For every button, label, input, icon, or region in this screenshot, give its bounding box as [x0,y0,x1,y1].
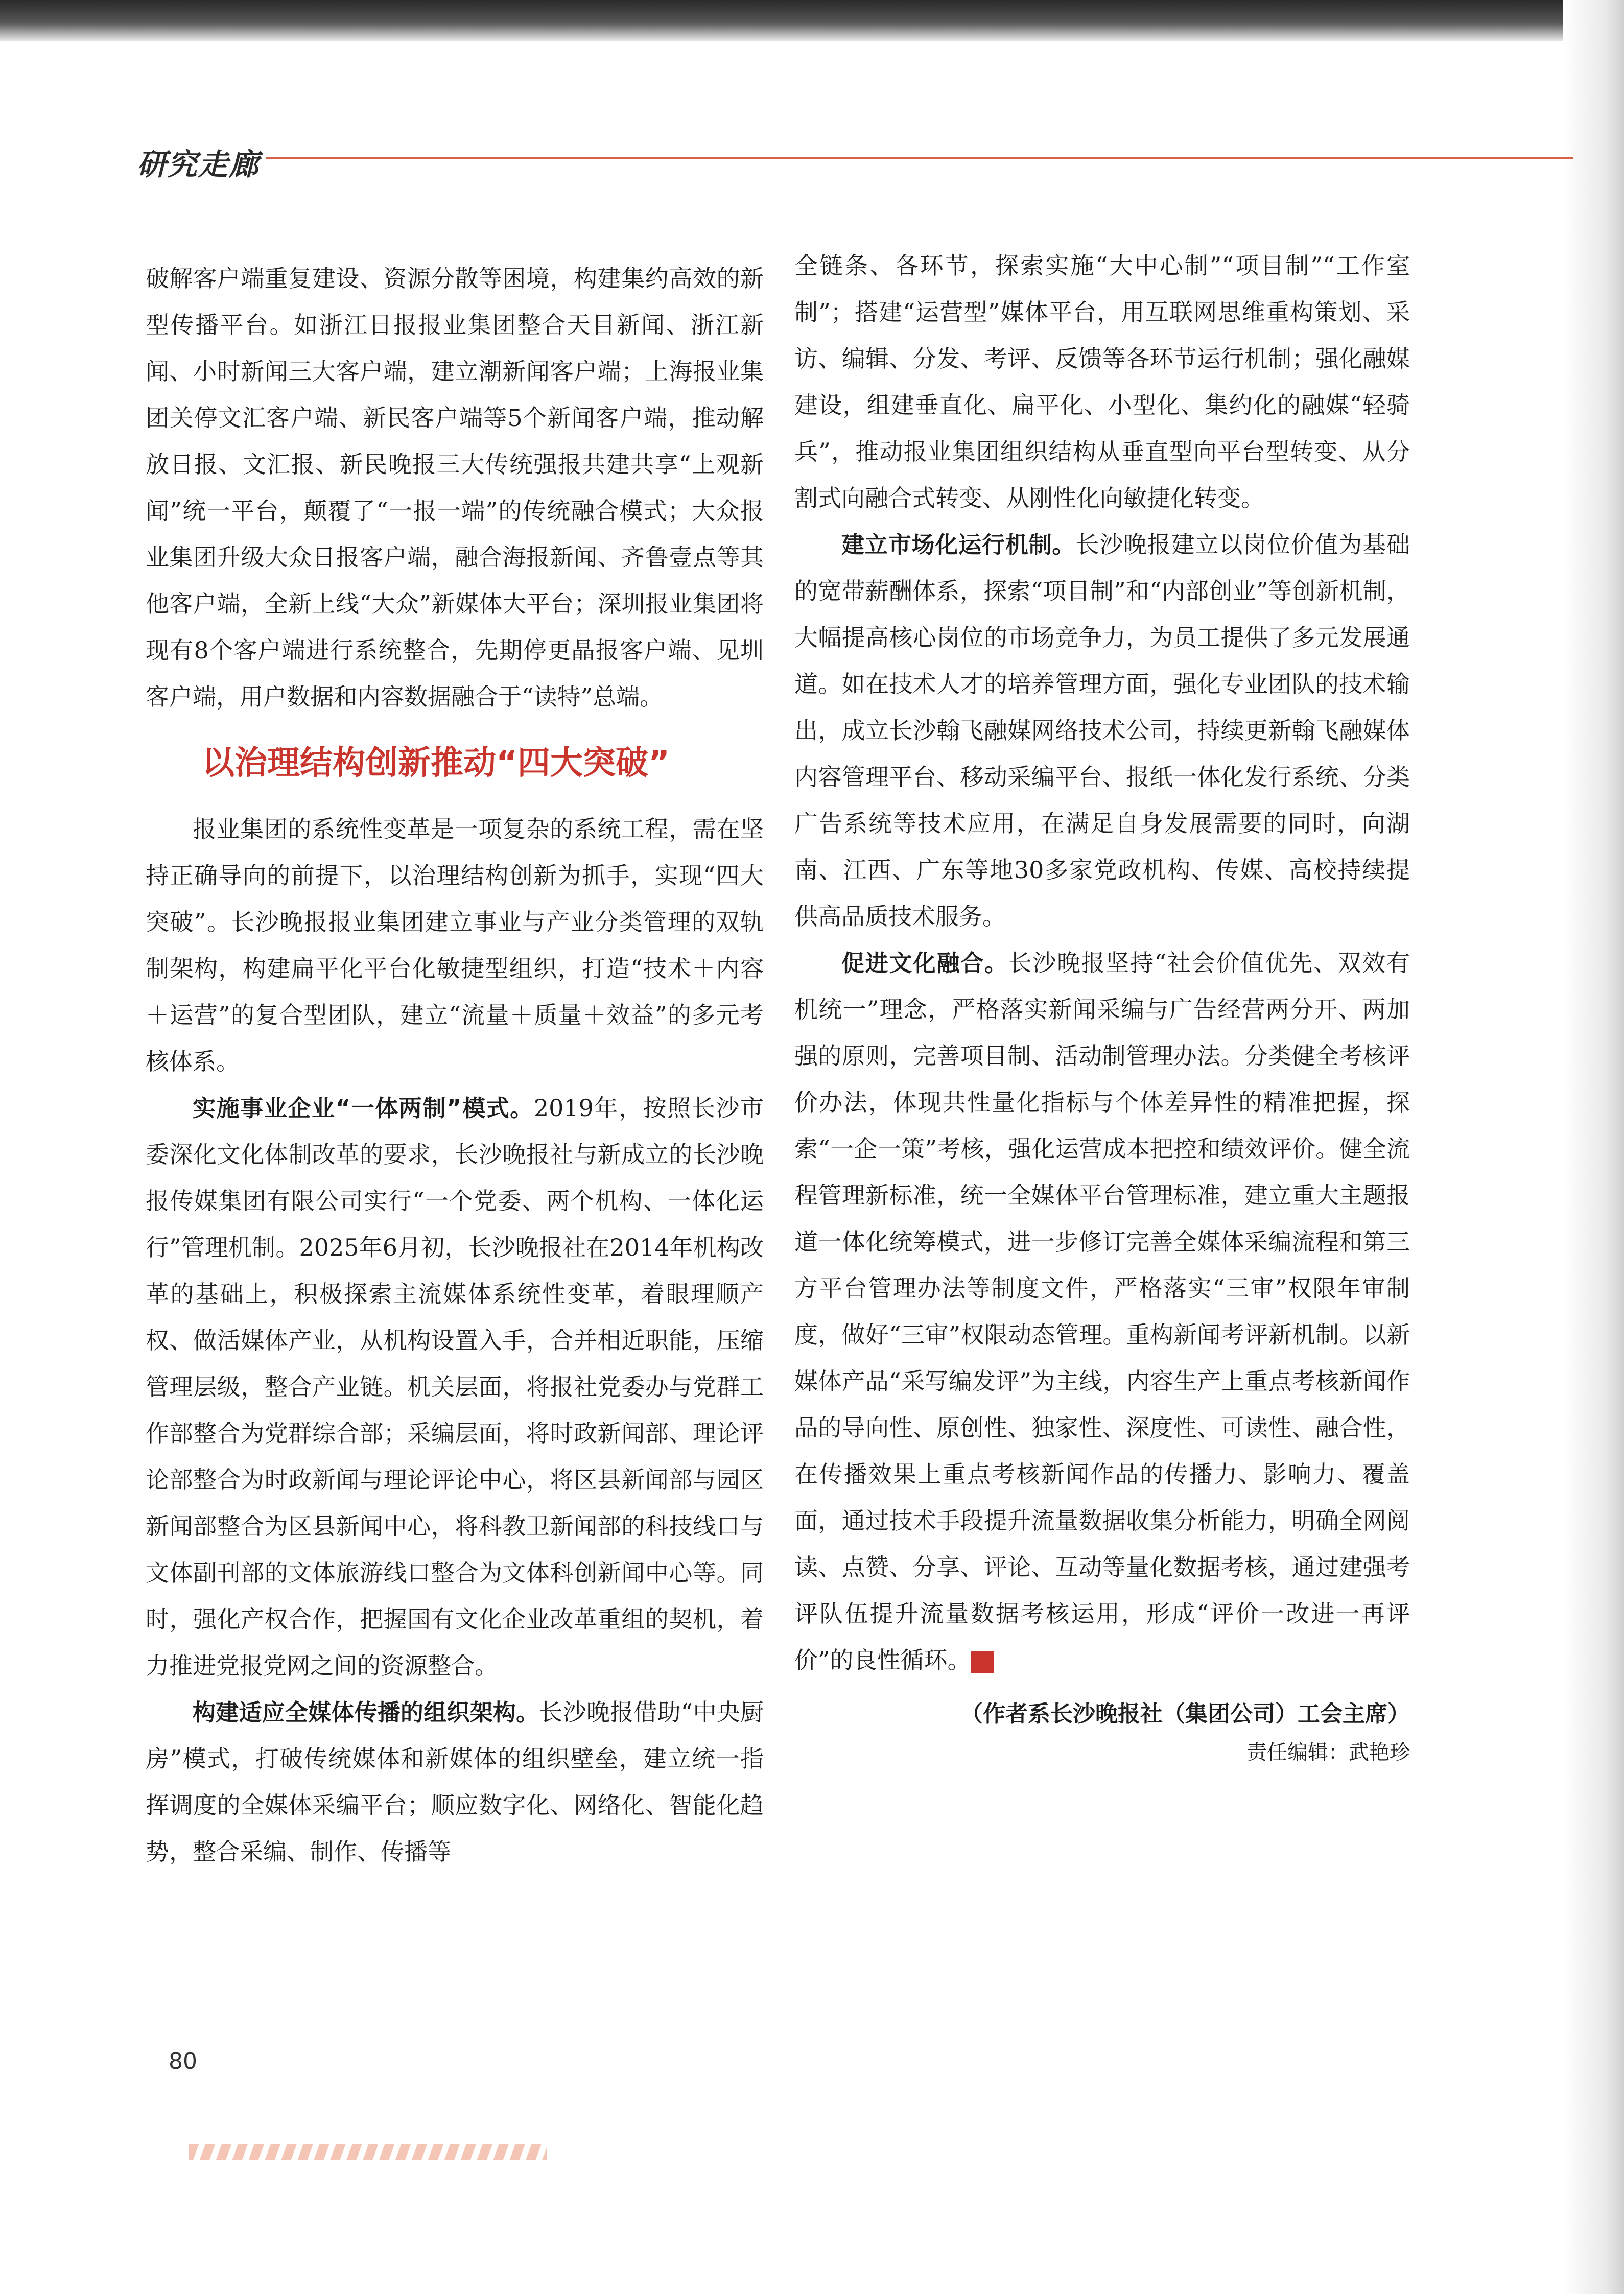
paragraph-body: 长沙晚报建立以岗位价值为基础的宽带薪酬体系，探索“项目制”和“内部创业”等创新机制，大幅提高核心岗位的市场竞争力，为员工提供了多元发展通道。如在技术人才的培养管理方面，强化专业团队的技术输出，成立长沙翰飞融媒网络技术公司，持续更新翰飞融媒体内容管理平台、移动采编平台、报纸一体化发行系统、分类广告系统等技术应用，在满足自身发展需要的同时，向湖南、江西、广东等地30多家党政机构、传媒、高校持续提供高品质技术服务。 [794,531,1410,930]
paragraph [146,1085,764,1689]
paragraph-lead: 构建适应全媒体传播的组织架构。 [193,1699,539,1726]
scan-right-edge [1563,0,1624,2294]
left-column [146,255,764,1875]
paragraph [794,522,1410,940]
paragraph-body: 2019年，按照长沙市委深化文化体制改革的要求，长沙晚报社与新成立的长沙晚报传媒集团有限公司实行“一个党委、两个机构、一体化运行”管理机制。2025年6月初，长沙晚报社在2014年机构改革的基础上，积极探索主流媒体系统性变革，着眼理顺产权、做活媒体产业，从机构设置入手，合并相近职能，压缩管理层级，整合产业链。机关层面，将报社党委办与党群工作部整合为党群综合部；采编层面，将时政新闻部、理论评论部整合为时政新闻与理论评论中心，将区县新闻部与园区新闻部整合为区县新闻中心，将科教卫新闻部的科技线口与文体副刊部的文体旅游线口整合为文体科创新闻中心等。同时，强化产权合作，把握国有文化企业改革重组的契机，着力推进党报党网之间的资源整合。 [146,1094,764,1680]
author-byline: （作者系长沙晚报社（集团公司）工会主席） [960,1701,1410,1727]
paragraph: 报业集团的系统性变革是一项复杂的系统工程，需在坚持正确导向的前提下，以治理结构创新为抓手，实现“四大突破”。长沙晚报报业集团建立事业与产业分类管理的双轨制架构，构建扁平化平台化敏捷型组织，打造“技术＋内容＋运营”的复合型团队，建立“流量＋质量＋效益”的多元考核体系。 [146,815,764,1075]
section-heading: 以治理结构创新推动“四大突破” [202,744,670,782]
section-header: 研究走廊 [137,147,260,182]
magazine-page [0,41,1563,2278]
editor-credit: 责任编辑：武艳珍 [1246,1741,1410,1764]
paragraph-lead: 实施事业企业“一体两制”模式。 [193,1095,534,1122]
paragraph-lead: 促进文化融合。 [841,950,1008,977]
paragraph-body: 长沙晚报借助“中央厨房”模式，打破传统媒体和新媒体的组织壁垒，建立统一指挥调度的全媒体采编平台；顺应数字化、网络化、智能化趋势，整合采编、制作、传播等 [146,1698,764,1865]
end-mark-icon: 圆 [971,1651,994,1673]
paragraph: 破解客户端重复建设、资源分散等困境，构建集约高效的新型传播平台。如浙江日报报业集团整合天目新闻、浙江新闻、小时新闻三大客户端，建立潮新闻客户端；上海报业集团关停文汇客户端、新民客户端等5个新闻客户端，推动解放日报、文汇报、新民晚报三大传统强报共建共享“上观新闻”统一平台，颠覆了“一报一端”的传统融合模式；大众报业集团升级大众日报客户端，融合海报新闻、齐鲁壹点等其他客户端，全新上线“大众”新媒体大平台；深圳报业集团将现有8个客户端进行系统整合，先期停更晶报客户端、见圳客户端，用户数据和内容数据融合于“读特”总端。 [146,265,764,711]
bottom-decoration [189,2144,547,2160]
paragraph [146,1689,764,1875]
paragraph [794,940,1410,1684]
scan-top-edge [0,0,1624,41]
paragraph: 全链条、各环节，探索实施“大中心制”“项目制”“工作室制”；搭建“运营型”媒体平台，用互联网思维重构策划、采访、编辑、分发、考评、反馈等各环节运行机制；强化融媒建设，组建垂直化、扁平化、小型化、集约化的融媒“轻骑兵”，推动报业集团组织结构从垂直型向平台型转变、从分割式向融合式转变、从刚性化向敏捷化转变。 [794,252,1410,512]
paragraph-body: 长沙晚报坚持“社会价值优先、双效有机统一”理念，严格落实新闻采编与广告经营两分开、两加强的原则，完善项目制、活动制管理办法。分类健全考核评价办法，体现共性量化指标与个体差异性的精准把握，探索“一企一策”考核，强化运营成本把控和绩效评价。健全流程管理新标准，统一全媒体平台管理标准，建立重大主题报道一体化统筹模式，进一步修订完善全媒体采编流程和第三方平台管理办法等制度文件，严格落实“三审”权限年审制度，做好“三审”权限动态管理。重构新闻考评新机制。以新媒体产品“采写编发评”为主线，内容生产上重点考核新闻作品的导向性、原创性、独家性、深度性、可读性、融合性，在传播效果上重点考核新闻作品的传播力、影响力、覆盖面，通过技术手段提升流量数据收集分析能力，明确全网阅读、点赞、分享、评论、互动等量化数据考核，通过建强考评队伍提升流量数据考核运用，形成“评价一改进一再评价”的良性循环。 [794,949,1410,1674]
right-column [794,243,1410,1770]
paragraph-lead: 建立市场化运行机制。 [841,531,1076,558]
page-number: 80 [169,2048,197,2074]
header-rule [266,157,1573,159]
